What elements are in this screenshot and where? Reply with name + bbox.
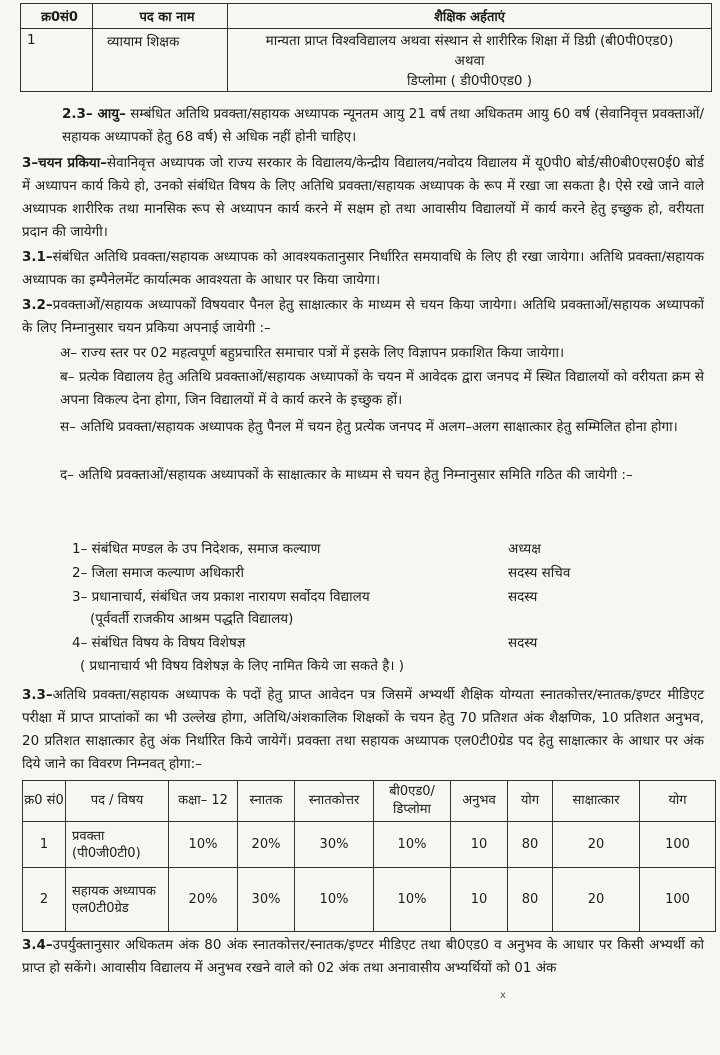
criteria-cell: 20% (238, 822, 295, 868)
section-3-3 (22, 684, 704, 776)
section-3-2-text: प्रवक्ताओं/सहायक अध्यापकों विषयवार पैनल हेतु साक्षात्कार के माध्यम से चयन किया जायेगा। अतिथि प्रवक्ताओं/सहायक अध्यापकों के लिए निम्नानुसार चयन प्रकिया अपनाई जायेगी :– (22, 297, 704, 336)
criteria-cell: 30% (238, 868, 295, 932)
criteria-cell: 10% (295, 868, 374, 932)
criteria-cell: 30% (295, 822, 374, 868)
committee-member-3-text: 3– प्रधानाचार्य, संबंधित जय प्रकाश नारायण सर्वोदय विद्यालय (72, 589, 370, 605)
qualification-line-2: डिप्लोमा ( डी0पी0एड0 ) (406, 73, 533, 89)
criteria-cell: 2 (23, 868, 66, 932)
criteria-cell: 10% (374, 822, 451, 868)
section-3 (22, 152, 704, 244)
committee-member-2-text: 2– जिला समाज कल्याण अधिकारी (72, 565, 244, 581)
criteria-cell: 100 (640, 822, 716, 868)
criteria-cell: 80 (508, 822, 553, 868)
section-3-number: 3–चयन प्रकिया– (22, 155, 107, 171)
qualification-or: अथवा (454, 53, 485, 69)
criteria-header-row (23, 781, 716, 822)
section-2-3-text: सम्बंधित अतिथि प्रवक्ता/सहायक अध्यापक न्यूनतम आयु 21 वर्ष तथा अधिकतम आयु 60 वर्ष (सेवानिवृत्त प्रवक्ताओं/सहायक अध्यापकों हेतु 68 वर्ष) से अधिक नहीं होनी चाहिए। (62, 106, 704, 145)
criteria-cell: 20% (169, 868, 238, 932)
section-3-2-b: ब– प्रत्येक विद्यालय हेतु अतिथि प्रवक्ताओं/सहायक अध्यापकों के चयन में आवेदक द्वारा जनपद में स्थित विद्यालयों को वरीयता क्रम से अपना विकल्प देना होगा, जिन विद्यालयों में वे कार्य करने के इच्छुक हों। (60, 369, 704, 408)
criteria-header-serial: क्र0 सं0 (23, 781, 66, 822)
qualification-line-1: मान्यता प्राप्त विश्वविद्यालय अथवा संस्थान से शारीरिक शिक्षा में डिग्री (बी0पी0एड0) (265, 33, 674, 49)
qualification-post: व्यायाम शिक्षक (93, 29, 228, 92)
criteria-cell-post: प्रवक्ता (पी0जी0टी0) (66, 822, 169, 868)
section-3-2 (22, 294, 704, 340)
criteria-row-2 (23, 868, 716, 932)
criteria-cell: 10 (451, 868, 508, 932)
criteria-header-interview: साक्षात्कार (553, 781, 640, 822)
section-3-3-number: 3.3– (22, 687, 53, 703)
header-qualification: शैक्षिक अर्हताएं (228, 4, 712, 29)
committee-member-3 (72, 586, 692, 608)
qualification-detail (228, 29, 712, 92)
section-3-1-number: 3.1– (22, 249, 53, 265)
section-3-text: सेवानिवृत्त अध्यापक जो राज्य सरकार के विद्यालय/केन्द्रीय विद्यालय/नवोदय विद्यालय में यू0पी0 बोर्ड/सी0बी0एस0ई0 बोर्ड में अध्यापन कार्य किये हो, उनको संबंधित विषय के लिए अतिथि प्रवक्ता/सहायक अध्यापक के रूप में रखा जा सकता है। ऐसे रखे जाने वाले अध्यापक शारीरिक तथा मानसिक रूप से अध्यापन कार्य करने में सक्षम हो तथा आवासीय विद्यालयों में कार्य करने हेतु इच्छुक हो, वरीयता प्रदान की जायेगी। (22, 155, 704, 240)
criteria-header-bed: बी0एड0/ डिप्लोमा (374, 781, 451, 822)
criteria-header-total: योग (508, 781, 553, 822)
committee-member-4-text: 4– संबंधित विषय के विषय विशेषज्ञ (72, 635, 246, 651)
criteria-cell: 1 (23, 822, 66, 868)
criteria-cell: 20 (553, 868, 640, 932)
section-3-3-text: अतिथि प्रवक्ता/सहायक अध्यापक के पदों हेतु प्राप्त आवेदन पत्र जिसमें अभ्यर्थी शैक्षिक योग्यता स्नातकोत्तर/स्नातक/इण्टर मीडिएट परीक्षा में प्राप्त प्राप्तांकों का भी उल्लेख होगा, अतिथि/अंशकालिक शिक्षकों के चयन हेतु 70 प्रतिशत अंक शैक्षणिक, 10 प्रतिशत अनुभव, 20 प्रतिशत साक्षात्कार हेतु अंक निर्धारित किये जायेगें। प्रवक्ता तथा सहायक अध्यापक एल0टी0ग्रेड पद हेतु साक्षात्कार के आधार पर अंक दिये जाने का विवरण निम्नवत् होगा:– (22, 687, 704, 772)
committee-member-2 (72, 562, 692, 584)
committee-member-1-role: अध्यक्ष (508, 541, 541, 557)
criteria-header-graduate: स्नातक (238, 781, 295, 822)
qualification-header-row (21, 4, 712, 29)
section-3-2-c: स– अतिथि प्रवक्ता/सहायक अध्यापक हेतु पैनल में चयन हेतु प्रत्येक जनपद में अलग–अलग साक्षात्कार हेतु सम्मिलित होना होगा। (60, 419, 678, 435)
criteria-cell: 10 (451, 822, 508, 868)
header-serial: क्र0सं0 (21, 4, 93, 29)
section-2-3 (22, 103, 704, 149)
criteria-header-postgraduate: स्नातकोत्तर (295, 781, 374, 822)
footer-mark: x (500, 990, 506, 1001)
committee-member-3-role: सदस्य (508, 589, 538, 605)
committee-note: ( प्रधानाचार्य भी विषय विशेषज्ञ के लिए नामित किये जा सकते है। ) (80, 658, 405, 674)
criteria-row-1 (23, 822, 716, 868)
section-2-3-number: 2.3– आयु– (62, 106, 126, 122)
criteria-header-experience: अनुभव (451, 781, 508, 822)
section-3-2-d: द– अतिथि प्रवक्ताओं/सहायक अध्यापकों के साक्षात्कार के माध्यम से चयन हेतु निम्नानुसार समिति गठित की जायेगी :– (60, 467, 633, 483)
criteria-header-post: पद / विषय (66, 781, 169, 822)
section-3-4-number: 3.4– (22, 937, 53, 953)
criteria-cell: 10% (374, 868, 451, 932)
section-3-4 (22, 934, 704, 980)
committee-member-4-role: सदस्य (508, 635, 538, 651)
qualification-table (20, 3, 712, 92)
qualification-serial: 1 (21, 29, 93, 92)
criteria-header-grand-total: योग (640, 781, 716, 822)
committee-member-3-note-text: (पूर्ववर्ती राजकीय आश्रम पद्धति विद्यालय) (90, 611, 294, 627)
section-3-1-text: संबंधित अतिथि प्रवक्ता/सहायक अध्यापक को आवश्यकतानुसार निर्धारित समयावधि के लिए ही रखा जायेगा। अतिथि प्रवक्ता/सहायक अध्यापक का इम्पैनेलमेंट कार्यात्मक आवश्यता के आधार पर किया जायेगा। (22, 249, 704, 288)
criteria-header-class12: कक्षा– 12 (169, 781, 238, 822)
committee-member-1 (72, 538, 692, 560)
criteria-table (22, 780, 716, 932)
qualification-row (21, 29, 712, 92)
section-3-1 (22, 246, 704, 292)
criteria-cell: 10% (169, 822, 238, 868)
committee-member-3-note (90, 608, 710, 630)
committee-member-1-text: 1– संबंधित मण्डल के उप निदेशक, समाज कल्याण (72, 541, 321, 557)
section-3-4-text: उपर्युक्तानुसार अधिकतम अंक 80 अंक स्नातकोत्तर/स्नातक/इण्टर मीडिएट तथा बी0एड0 व अनुभव के आधार पर किसी अभ्यर्थी को प्राप्त हो सकेंगे। आवासीय विद्यालय में अनुभव रखने वाले को 02 अंक तथा अनावासीय अभ्यर्थियों को 01 अंक (22, 937, 704, 976)
section-3-2-number: 3.2– (22, 297, 53, 313)
criteria-cell-post: सहायक अध्यापक एल0टी0ग्रेड (66, 868, 169, 932)
committee-member-4 (72, 632, 692, 654)
header-post-name: पद का नाम (93, 4, 228, 29)
section-3-2-a: अ– राज्य स्तर पर 02 महत्वपूर्ण बहुप्रचारित समाचार पत्रों में इसके लिए विज्ञापन प्रकाशित किया जायेगा। (60, 345, 565, 361)
criteria-cell: 100 (640, 868, 716, 932)
committee-member-2-role: सदस्य सचिव (508, 565, 571, 581)
criteria-cell: 80 (508, 868, 553, 932)
criteria-cell: 20 (553, 822, 640, 868)
